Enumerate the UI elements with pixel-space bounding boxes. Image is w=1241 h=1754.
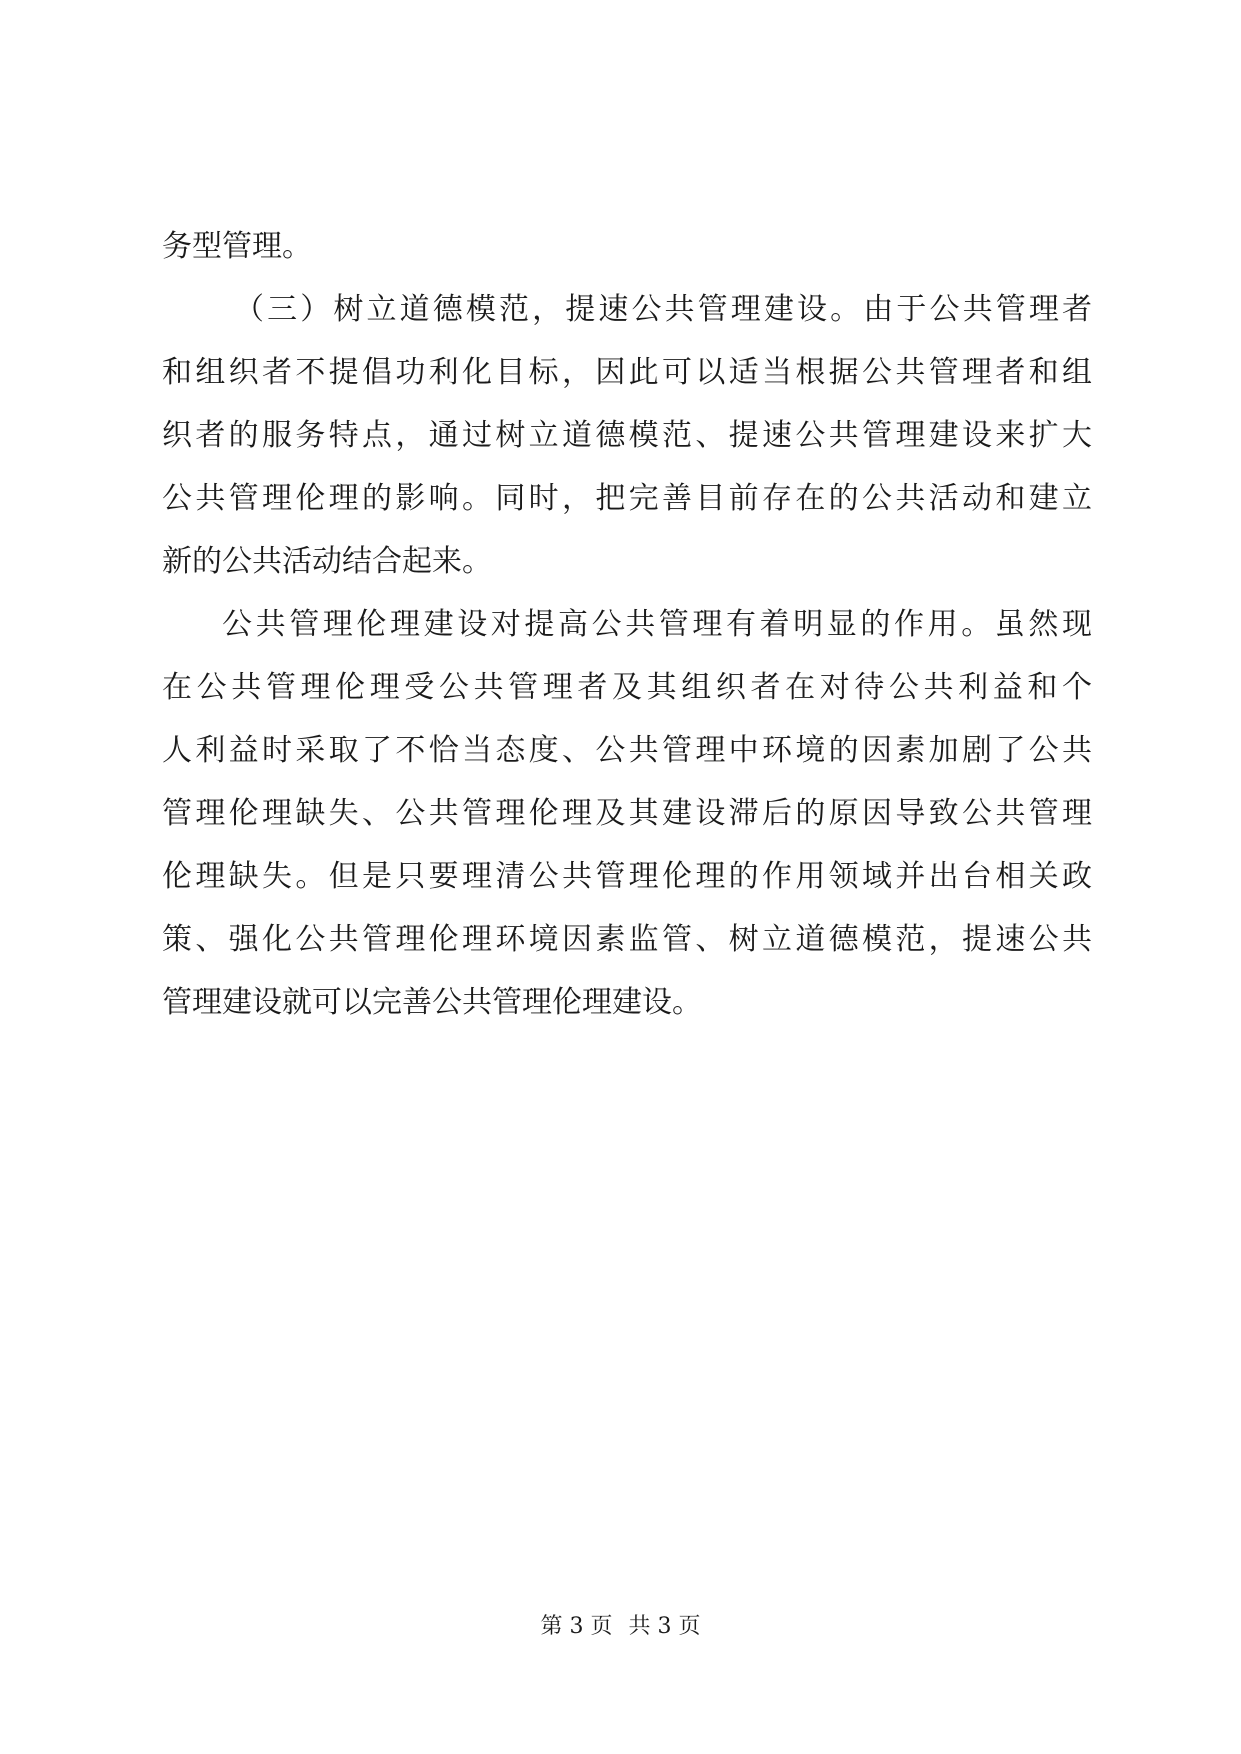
- paragraph-conclusion: [162, 604, 1092, 1023]
- text-line: 公共管理伦理的影响。同时，把完善目前存在的公共活动和建立: [162, 481, 1092, 516]
- paragraph-section-three: [162, 289, 1092, 582]
- page-number-current: 第 3 页: [540, 1614, 613, 1639]
- document-body: [162, 226, 1092, 1045]
- text-line: 务型管理。: [162, 229, 312, 264]
- text-line: 新的公共活动结合起来。: [162, 544, 492, 579]
- text-line: 织者的服务特点，通过树立道德模范、提速公共管理建设来扩大: [162, 418, 1092, 453]
- text-line: 管理建设就可以完善公共管理伦理建设。: [162, 985, 702, 1020]
- text-line: 在公共管理伦理受公共管理者及其组织者在对待公共利益和个: [162, 670, 1092, 705]
- text-line: 和组织者不提倡功利化目标，因此可以适当根据公共管理者和组: [162, 355, 1092, 390]
- text-line: 策、强化公共管理伦理环境因素监管、树立道德模范，提速公共: [162, 922, 1092, 957]
- text-line: 公共管理伦理建设对提高公共管理有着明显的作用。虽然现: [222, 607, 1092, 642]
- page-number-total: 共 3 页: [628, 1614, 701, 1639]
- paragraph-continuation: [162, 226, 1092, 267]
- text-line: 伦理缺失。但是只要理清公共管理伦理的作用领域并出台相关政: [162, 859, 1092, 894]
- text-line: 人利益时采取了不恰当态度、公共管理中环境的因素加剧了公共: [162, 733, 1092, 768]
- page-footer: [0, 1612, 1241, 1642]
- section-heading-line: （三）树立道德模范，提速公共管理建设。由于公共管理者: [234, 292, 1092, 327]
- text-line: 管理伦理缺失、公共管理伦理及其建设滞后的原因导致公共管理: [162, 796, 1092, 831]
